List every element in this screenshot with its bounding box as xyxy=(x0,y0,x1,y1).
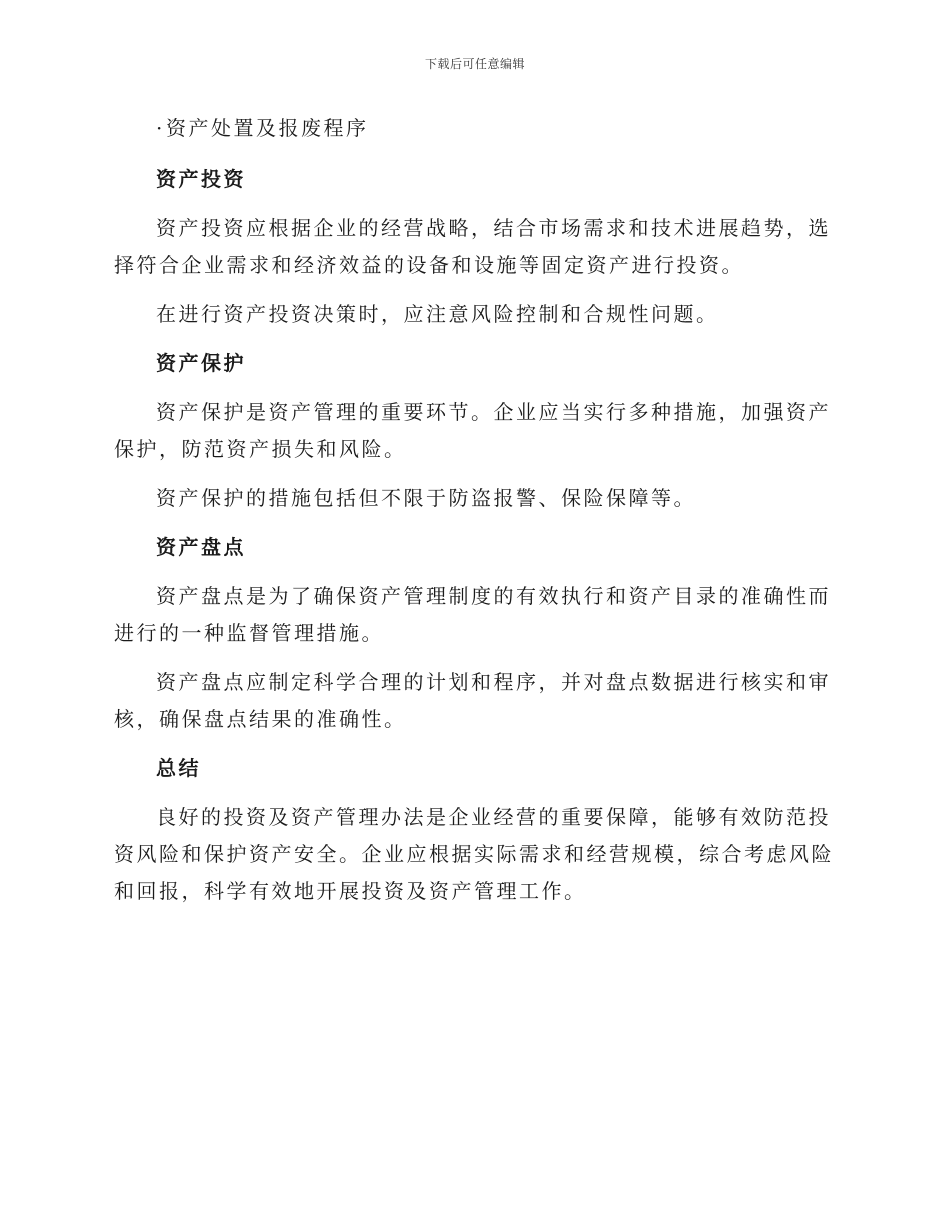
document-body xyxy=(114,110,834,922)
bullet-text: 资产处置及报废程序 xyxy=(166,116,369,140)
paragraph: 在进行资产投资决策时，应注意风险控制和合规性问题。 xyxy=(156,302,719,326)
paragraph: 资产投资应根据企业的经营战略，结合市场需求和技术进展趋势，选择符合企业需求和经济效益的设备和设施等固定资产进行投资。 xyxy=(114,216,831,277)
section-heading-investment: 资产投资 xyxy=(156,167,246,191)
paragraph: 资产盘点是为了确保资产管理制度的有效执行和资产目录的准确性而进行的一种监督管理措施。 xyxy=(114,584,831,645)
paragraph: 良好的投资及资产管理办法是企业经营的重要保障，能够有效防范投资风险和保护资产安全。企业应根据实际需求和经营规模，综合考虑风险和回报，科学有效地开展投资及资产管理工作。 xyxy=(114,805,834,903)
bullet-dot: · xyxy=(156,116,165,140)
paragraph: 资产保护是资产管理的重要环节。企业应当实行多种措施，加强资产保护，防范资产损失和风险。 xyxy=(114,400,831,461)
paragraph: 资产保护的措施包括但不限于防盗报警、保险保障等。 xyxy=(156,486,696,510)
bullet-item xyxy=(156,110,834,147)
section-heading-summary: 总结 xyxy=(156,756,201,780)
paragraph: 资产盘点应制定科学合理的计划和程序，并对盘点数据进行核实和审核，确保盘点结果的准确性。 xyxy=(114,670,831,731)
section-heading-inventory: 资产盘点 xyxy=(156,535,246,559)
section-heading-protection: 资产保护 xyxy=(156,351,246,375)
header-note: 下载后可任意编辑 xyxy=(424,57,525,71)
